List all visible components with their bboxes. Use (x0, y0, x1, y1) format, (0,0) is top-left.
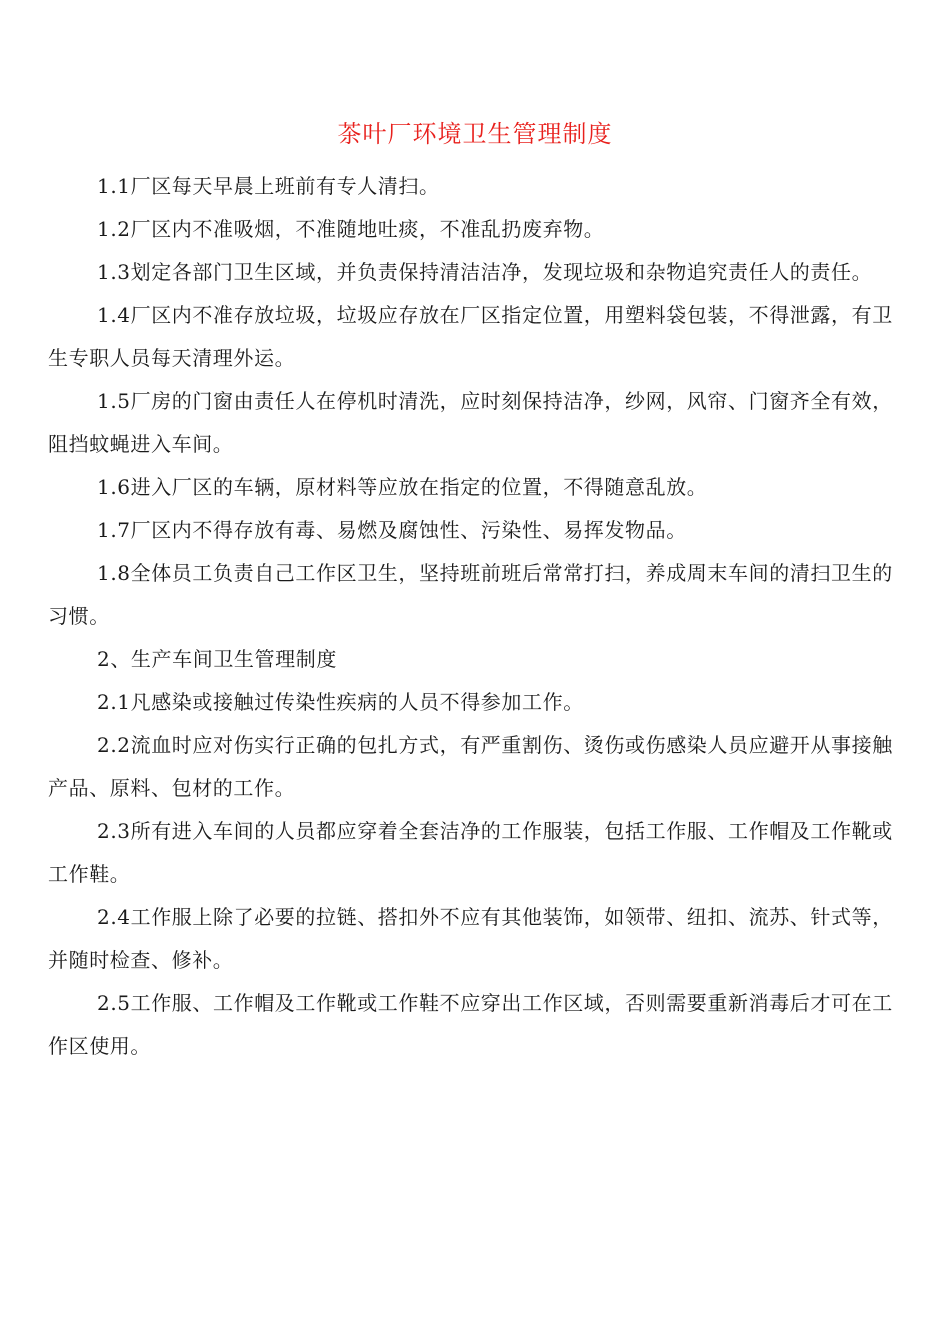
paragraph-2-2: 2.2流血时应对伤实行正确的包扎方式，有严重割伤、烫伤或伤感染人员应避开从事接触产品、原料、包材的工作。 (48, 733, 893, 800)
paragraph-1-3: 1.3划定各部门卫生区域，并负责保持清洁洁净，发现垃圾和杂物追究责任人的责任。 (97, 260, 873, 284)
section-heading-2: 2、生产车间卫生管理制度 (97, 647, 337, 671)
document-body (48, 165, 900, 1068)
document-title: 茶叶厂环境卫生管理制度 (337, 120, 613, 148)
paragraph-1-2: 1.2厂区内不准吸烟，不准随地吐痰，不准乱扔废弃物。 (97, 217, 605, 241)
paragraph-1-7: 1.7厂区内不得存放有毒、易燃及腐蚀性、污染性、易挥发物品。 (97, 518, 687, 542)
paragraph-1-6: 1.6进入厂区的车辆，原材料等应放在指定的位置，不得随意乱放。 (97, 475, 708, 499)
paragraph-1-5: 1.5厂房的门窗由责任人在停机时清洗，应时刻保持洁净，纱网，风帘、门窗齐全有效，阻挡蚊蝇进入车间。 (48, 389, 893, 456)
paragraph-2-3: 2.3所有进入车间的人员都应穿着全套洁净的工作服装，包括工作服、工作帽及工作靴或工作鞋。 (48, 819, 893, 886)
paragraph-1-4: 1.4厂区内不准存放垃圾，垃圾应存放在厂区指定位置，用塑料袋包装，不得泄露，有卫生专职人员每天清理外运。 (48, 303, 893, 370)
paragraph-2-1: 2.1凡感染或接触过传染性疾病的人员不得参加工作。 (97, 690, 584, 714)
paragraph-1-1: 1.1厂区每天早晨上班前有专人清扫。 (97, 174, 440, 198)
paragraph-2-4: 2.4工作服上除了必要的拉链、搭扣外不应有其他装饰，如领带、纽扣、流苏、针式等，并随时检查、修补。 (48, 905, 893, 972)
paragraph-1-8: 1.8全体员工负责自己工作区卫生，坚持班前班后常常打扫，养成周末车间的清扫卫生的习惯。 (48, 561, 893, 628)
paragraph-2-5: 2.5工作服、工作帽及工作靴或工作鞋不应穿出工作区域，否则需要重新消毒后才可在工作区使用。 (48, 991, 893, 1058)
